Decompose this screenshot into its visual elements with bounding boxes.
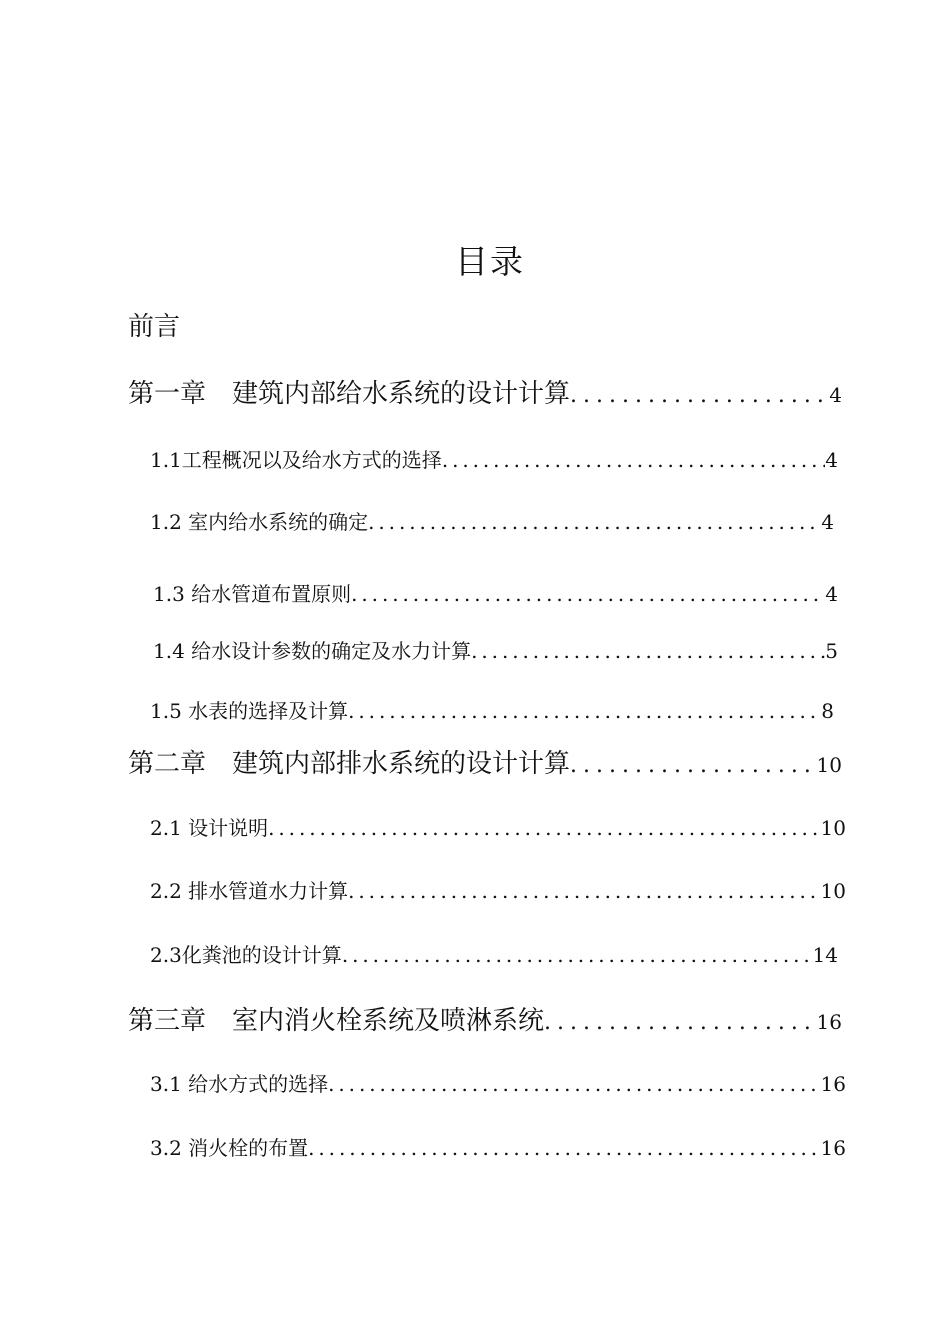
- toc-entry-label: 1.5 水表的选择及计算: [150, 699, 349, 723]
- toc-page-number: 16: [820, 1072, 846, 1096]
- toc-page-number: 4: [825, 448, 838, 472]
- toc-page-number: 4: [821, 510, 834, 534]
- toc-page-number: 14: [812, 943, 838, 967]
- dot-leader: [442, 446, 825, 474]
- dot-leader: [268, 814, 820, 842]
- toc-section-2-2[interactable]: [150, 877, 846, 905]
- toc-entry-label: 2.3化粪池的设计计算: [150, 943, 342, 967]
- toc-page-number: 10: [820, 816, 846, 840]
- toc-entry-label: 1.1工程概况以及给水方式的选择: [150, 448, 442, 472]
- toc-section-2-1[interactable]: [150, 814, 846, 842]
- dot-leader: [348, 697, 821, 725]
- toc-entry-label: 1.2 室内给水系统的确定: [150, 510, 369, 534]
- dot-leader: [544, 1006, 815, 1040]
- toc-section-3-1[interactable]: [150, 1070, 846, 1098]
- dot-leader: [351, 580, 825, 608]
- dot-leader: [471, 637, 825, 665]
- toc-entry-label: 2.2 排水管道水力计算: [150, 879, 349, 903]
- toc-entry-label: 3.1 给水方式的选择: [150, 1072, 329, 1096]
- toc-section-1-1[interactable]: [150, 446, 838, 474]
- page-title: 目录: [455, 242, 525, 281]
- toc-page-number: 16: [820, 1136, 846, 1160]
- toc-entry-label: 2.1 设计说明: [150, 816, 269, 840]
- dot-leader: [368, 508, 821, 536]
- dot-leader: [570, 379, 827, 413]
- toc-page-number: 5: [825, 639, 838, 663]
- toc-preface[interactable]: 前言: [128, 312, 181, 342]
- toc-chapter-2[interactable]: [128, 747, 842, 783]
- toc-page-number: 16: [816, 1010, 842, 1034]
- toc-entry-label: 1.3 给水管道布置原则: [153, 582, 352, 606]
- dot-leader: [308, 1134, 820, 1162]
- dot-leader: [342, 941, 813, 969]
- toc-section-1-2[interactable]: [150, 508, 834, 536]
- dot-leader: [348, 877, 820, 905]
- dot-leader: [328, 1070, 820, 1098]
- toc-section-2-3[interactable]: [150, 941, 838, 969]
- toc-entry-label: 第三章 室内消火栓系统及喷淋系统: [128, 1006, 545, 1036]
- toc-section-1-5[interactable]: [150, 697, 834, 725]
- toc-chapter-1[interactable]: [128, 377, 842, 413]
- toc-section-1-4[interactable]: [153, 637, 838, 665]
- toc-page-number: 4: [829, 383, 842, 407]
- toc-page-number: 10: [820, 879, 846, 903]
- toc-chapter-3[interactable]: [128, 1004, 842, 1040]
- toc-entry-label: 1.4 给水设计参数的确定及水力计算: [153, 639, 472, 663]
- toc-entry-label: 3.2 消火栓的布置: [150, 1136, 309, 1160]
- toc-page-number: 4: [825, 582, 838, 606]
- toc-section-1-3[interactable]: [153, 580, 838, 608]
- toc-entry-label: 第二章 建筑内部排水系统的设计计算: [128, 749, 571, 779]
- toc-section-3-2[interactable]: [150, 1134, 846, 1162]
- dot-leader: [570, 749, 815, 783]
- toc-page-number: 8: [821, 699, 834, 723]
- toc-entry-label: 第一章 建筑内部给水系统的设计计算: [128, 379, 571, 409]
- toc-page-number: 10: [816, 753, 842, 777]
